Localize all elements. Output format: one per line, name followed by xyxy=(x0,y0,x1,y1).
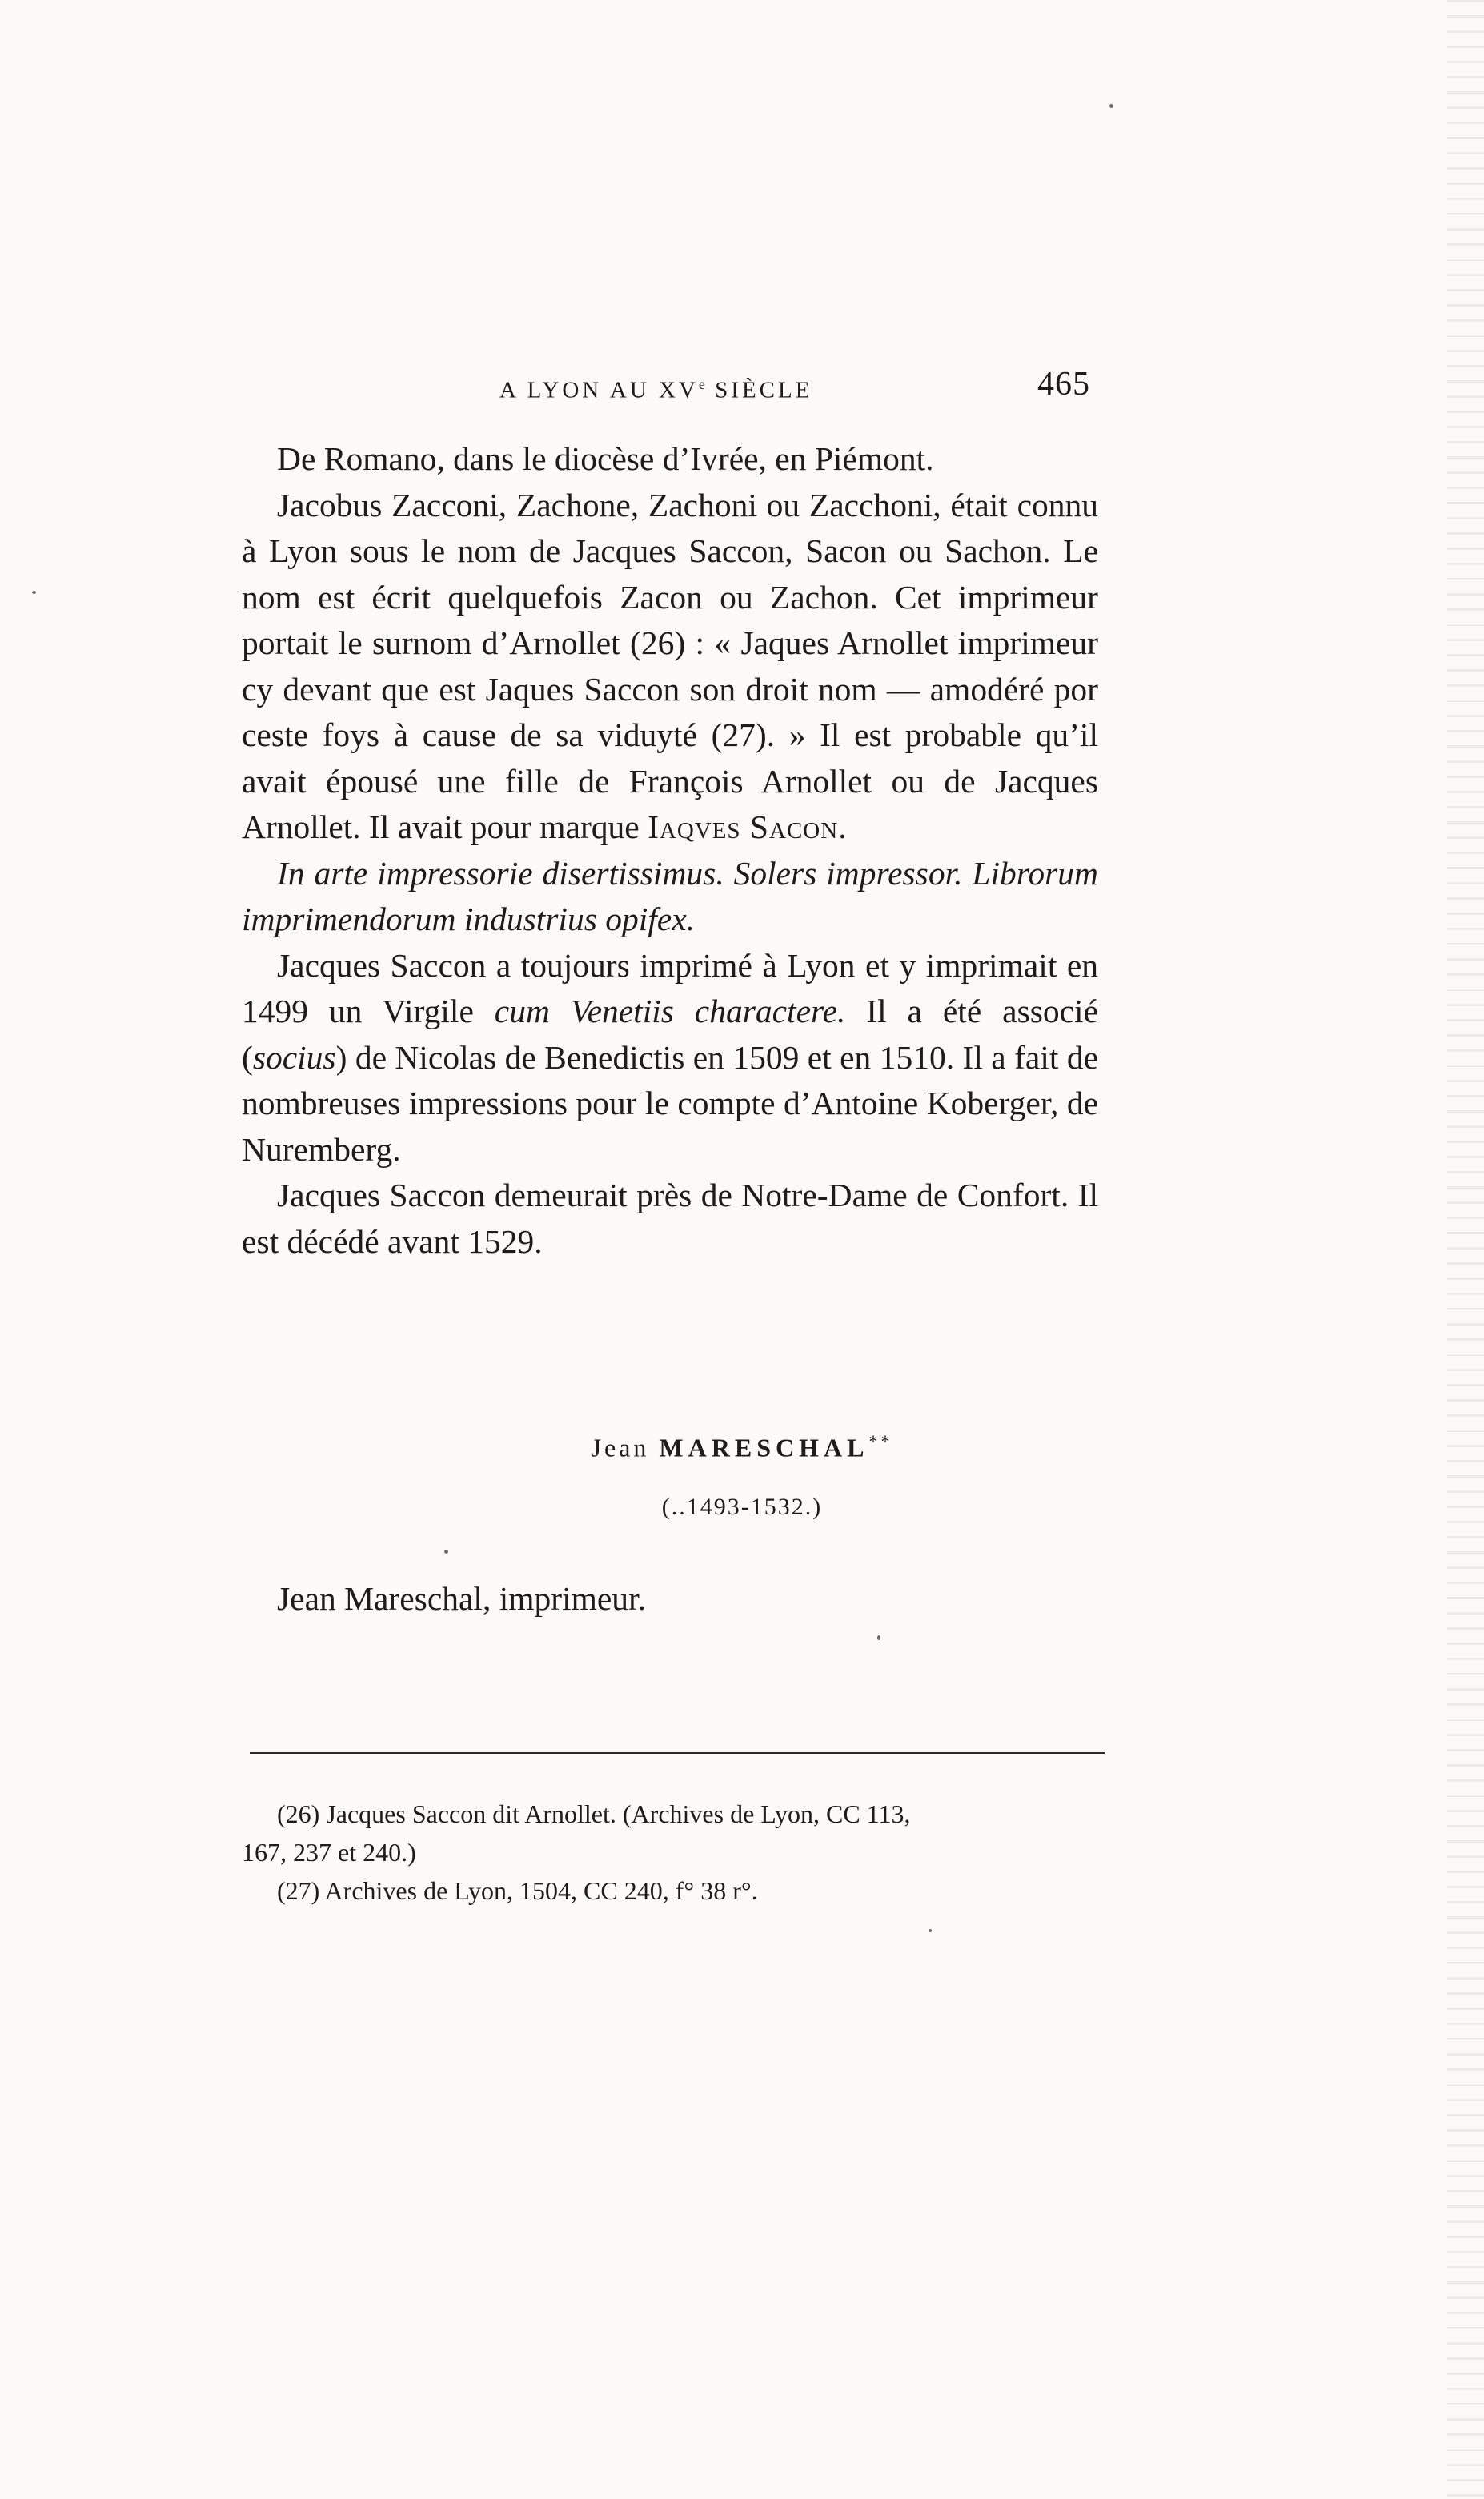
paper-speck xyxy=(32,591,36,594)
footnote-rule xyxy=(250,1752,1105,1754)
section-dates: (..1493-1532.) xyxy=(661,1494,823,1520)
running-head-title: A LYON AU XVe SIÈCLE xyxy=(499,376,813,403)
running-head xyxy=(240,365,1121,413)
page-number: 465 xyxy=(1037,366,1090,403)
footnote-27: (27) Archives de Lyon, 1504, CC 240, f° 38 r°. xyxy=(277,1876,758,1905)
paragraph-origin: De Romano, dans le diocèse d’Ivrée, en Piémont. xyxy=(277,440,934,477)
heading-given-name: Jean xyxy=(591,1433,650,1462)
footnote-26: (26) Jacques Saccon dit Arnollet. (Archives de Lyon, CC 113, xyxy=(277,1799,911,1828)
paragraph-saccon-names: Jacobus Zacconi, Zachone, Zachoni ou Zacchoni, était connu à Lyon sous le nom de Jacques Saccon, Sacon ou Sachon. Le nom est écrit quelquefois Zacon ou Zachon. Cet imprimeur portait le surnom d’Arnollet (26) : « Jaques Arnollet imprimeur cy devant que est Jaques Saccon son droit nom — amodéré por ceste foys à cause de sa viduyté (27). » Il est probable qu’il avait épousé une fille de François Arnollet ou de Jacques Arnollet. Il avait pour marque Iaqves Sacon. xyxy=(242,486,1098,845)
printer-mark: Iaqves Sacon xyxy=(648,808,839,845)
paragraph-latin-praise: In arte impressorie disertissimus. Solers impressor. Librorum imprimendorum industrius opifex. xyxy=(242,854,1098,937)
page-edge-shadow xyxy=(1447,0,1484,2499)
paragraph-saccon-residence: Jacques Saccon demeurait près de Notre-Dame de Confort. Il est décédé avant 1529. xyxy=(242,1177,1098,1260)
footnote-26-continuation: 167, 237 et 240.) xyxy=(242,1838,416,1867)
heading-surname: MARESCHAL xyxy=(659,1433,869,1462)
section-heading xyxy=(240,1431,1244,1463)
section-entry-line: Jean Mareschal, imprimeur. xyxy=(277,1580,646,1617)
paper-speck xyxy=(1109,104,1113,108)
paper-speck xyxy=(877,1635,880,1640)
paper-speck xyxy=(444,1550,448,1554)
body-text xyxy=(242,436,1098,1265)
footnotes xyxy=(242,1795,1105,1910)
paragraph-saccon-works: Jacques Saccon a toujours imprimé à Lyon et y imprimait en 1499 un Virgile cum Venetiis charactere. Il a été associé (socius) de Nicolas de Benedictis en 1509 et en 1510. Il a fait de nombreuses impressions pour le compte d’Antoine Koberger, de Nuremberg. xyxy=(242,946,1098,1168)
heading-footnote-mark: ** xyxy=(868,1431,893,1451)
paper-speck xyxy=(929,1929,932,1932)
